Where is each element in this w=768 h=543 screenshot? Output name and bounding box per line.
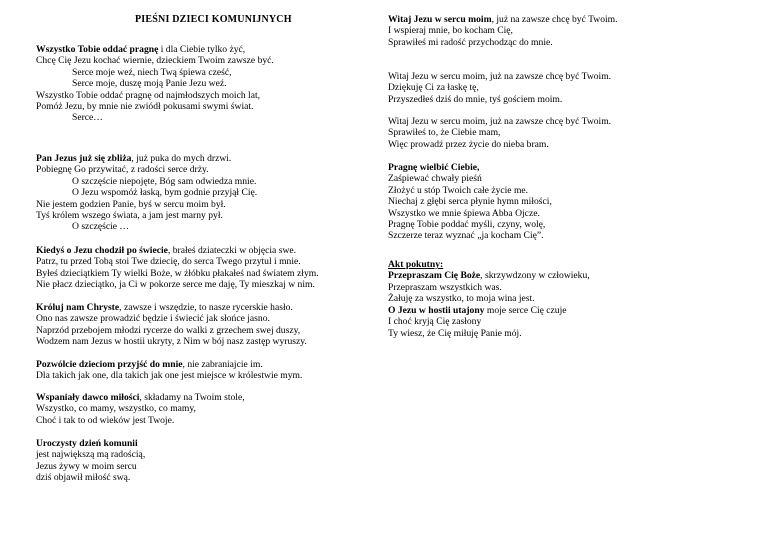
verse-line (388, 328, 748, 339)
verse-incipit: Pragnę wielbić Ciebie, (388, 162, 480, 173)
verse-line (388, 173, 748, 184)
verse-line (388, 139, 748, 150)
verse-text: , składamy na Twoim stole, (139, 392, 245, 403)
verse-line (36, 268, 386, 279)
verse-incipit: Kiedyś o Jezu chodził po świecie (36, 245, 168, 256)
verse-incipit: Króluj nam Chryste (36, 302, 120, 313)
verse-line (36, 256, 386, 267)
verse-line (36, 187, 386, 198)
verse-line (36, 44, 386, 55)
verse-incipit: Pozwólcie dzieciom przyjść do mnie (36, 359, 183, 370)
stanza (36, 153, 386, 233)
verse-text: moje serce Cię czuje (484, 305, 567, 316)
verse-line (36, 302, 386, 313)
verse-text: Naprzód przebojem młodzi rycerze do walki z grzechem swej duszy, (36, 324, 301, 336)
verse-line (36, 449, 386, 460)
verse-line (36, 153, 386, 164)
verse-text: jest największą mą radością, (36, 449, 146, 461)
verse-text: I choć kryją Cię zasłony (388, 316, 482, 328)
verse-text: Choć i tak to od wieków jest Twoje. (36, 414, 175, 426)
verse-line (388, 305, 748, 316)
verse-text: Wszystko we mnie śpiewa Abba Ojcze. (388, 207, 540, 219)
verse-line (36, 403, 386, 414)
verse-text: , brałeś dziateczki w objęcia swe. (167, 245, 297, 256)
verse-line (36, 101, 386, 112)
verse-line (36, 90, 386, 101)
verse-text: Nie płacz dzieciątko, ja Ci w pokorze serce me daję, Ty mieszkaj w nim. (36, 279, 315, 291)
verse-line (388, 196, 748, 207)
verse-text: , nie zabraniajcie im. (182, 359, 263, 370)
verse-text: Patrz, tu przed Tobą stoi Twe dziecię, do serca Twego przytul i mnie. (36, 256, 301, 268)
verse-incipit: Przepraszam Cię Boże (388, 270, 481, 282)
verse-text: Złożyć u stóp Twoich całe życie me. (388, 184, 529, 196)
stanza (388, 71, 748, 105)
verse-text: Ono nas zawsze prowadzić będzie i świecić jak słońce jasno. (36, 313, 270, 325)
verse-text: Nie jestem godzien Panie, byś w sercu moim był. (36, 198, 226, 210)
verse-text: Sprawiłeś mi radość przychodząc do mnie. (388, 36, 553, 48)
verse-line (388, 185, 748, 196)
verse-line (388, 71, 748, 82)
verse-text: Zaśpiewać chwały pieśń (388, 173, 482, 185)
stanza (388, 116, 748, 150)
verse-line (36, 176, 386, 187)
verse-incipit: Pan Jezus już się zbliża (36, 153, 132, 164)
verse-text: Więc prowadź przez życie do nieba bram. (388, 138, 549, 150)
verse-text: , zawsze i wszędzie, to nasze rycerskie hasło. (119, 302, 293, 313)
verse-line (36, 336, 386, 347)
verse-line (388, 14, 748, 25)
stanza (36, 44, 386, 124)
verse-line (388, 270, 748, 281)
verse-text: Przepraszam wszystkich was. (388, 281, 502, 293)
verse-line (36, 279, 386, 290)
verse-text: Byłeś dzieciątkiem Ty wielki Boże, w żłóbku płakałeś nad światem złym. (36, 267, 319, 279)
verse-line (36, 245, 386, 256)
verse-text: Dziękuję Ci za łaskę tę, (388, 82, 479, 94)
verse-text: O Jezu wspomóż łaską, bym godnie przyjął Cię. (72, 187, 258, 199)
verse-line (36, 55, 386, 66)
verse-text: i dla Ciebie tylko żyć, (158, 44, 246, 55)
stanza-heading: Akt pokutny: (388, 259, 444, 270)
verse-text: Wszystko Tobie oddać pragnę od najmłodszych moich lat, (36, 89, 261, 101)
verse-line (388, 219, 748, 230)
verse-line (388, 282, 748, 293)
verse-line (36, 325, 386, 336)
verse-line (388, 208, 748, 219)
verse-line (36, 472, 386, 483)
verse-incipit: Witaj Jezu w sercu moim (388, 14, 492, 25)
stanza (36, 245, 386, 291)
verse-line (36, 359, 386, 370)
verse-line (36, 438, 386, 449)
verse-line (388, 25, 748, 36)
verse-incipit: Wszystko Tobie oddać pragnę (36, 44, 159, 55)
page-title: PIEŚNI DZIECI KOMUNIJNYCH (135, 14, 292, 25)
verse-line (388, 127, 748, 138)
verse-line (388, 116, 748, 127)
verse-text: Serce moje, duszę moją Panie Jezu weź. (72, 78, 227, 90)
stanza (388, 14, 748, 48)
verse-text: O szczęście … (72, 221, 130, 233)
verse-line (36, 112, 386, 123)
verse-line (388, 316, 748, 327)
verse-text: Jezus żywy w moim sercu (36, 460, 137, 472)
verse-text: , już puka do mych drzwi. (131, 153, 232, 164)
verse-text: dziś objawił miłość swą. (36, 472, 131, 484)
verse-text: Serce moje weź, niech Twą śpiewa cześć, (72, 66, 232, 78)
verse-text: Pomóż Jezu, by mnie nie zwiódł pokusami swymi świat. (36, 101, 254, 113)
verse-text: Pragnę Tobie poddać myśli, czyny, wolę, (388, 219, 546, 231)
verse-line (36, 392, 386, 403)
verse-line (36, 164, 386, 175)
verse-text: Witaj Jezu w sercu moim, już na zawsze chcę być Twoim. (388, 71, 612, 82)
verse-line (388, 37, 748, 48)
verse-text: Żałuję za wszystko, to moja wina jest. (388, 293, 535, 305)
stanza (36, 359, 386, 382)
verse-line (36, 67, 386, 78)
verse-text: Ty wiesz, że Cię miłuję Panie mój. (388, 327, 522, 339)
verse-line (388, 293, 748, 304)
verse-line (36, 370, 386, 381)
verse-text: , skrzywdzony w człowieku, (480, 270, 590, 282)
verse-line (36, 210, 386, 221)
verse-text: Wszystko, co mamy, wszystko, co mamy, (36, 403, 196, 415)
stanza (36, 438, 386, 484)
verse-text: Dla takich jak one, dla takich jak one jest miejsce w królestwie mym. (36, 370, 303, 382)
verse-line (36, 415, 386, 426)
verse-line (36, 78, 386, 89)
verse-line (36, 313, 386, 324)
verse-incipit: Uroczysty dzień komunii (36, 438, 138, 449)
verse-line (36, 461, 386, 472)
verse-text: Przyszedłeś dziś do mnie, tyś gościem moim. (388, 93, 563, 105)
stanza (388, 305, 748, 339)
verse-incipit: Wspaniały dawco miłości (36, 392, 140, 403)
verse-text: Sprawiłeś to, że Ciebie mam, (388, 127, 501, 139)
verse-text: I wspieraj mnie, bo kocham Cię, (388, 25, 513, 37)
verse-incipit: O Jezu w hostii utajony (388, 305, 485, 316)
stanza (388, 259, 748, 305)
verse-text: Niechaj z głębi serca płynie hymn miłości, (388, 196, 552, 208)
verse-line (388, 82, 748, 93)
verse-text: , już na zawsze chcę być Twoim. (491, 14, 618, 25)
verse-text: Wodzem nam Jezus w hostii ukryty, z Nim w bój nasz zastęp wyruszy. (36, 336, 307, 348)
stanza (36, 392, 386, 426)
stanza (388, 162, 748, 242)
verse-text: Chcę Cię Jezu kochać wiernie, dzieckiem Twoim zawsze być. (36, 55, 274, 67)
verse-text: Szczerze teraz wyznać „ja kocham Cię”. (388, 230, 544, 242)
verse-text: Serce… (72, 112, 103, 124)
verse-line (36, 221, 386, 232)
verse-text: Tyś królem wszego świata, a jam jest marny pył. (36, 210, 223, 222)
verse-line (388, 230, 748, 241)
verse-text: O szczęście niepojęte, Bóg sam odwiedza mnie. (72, 175, 257, 187)
verse-line (388, 162, 748, 173)
stanza (36, 302, 386, 348)
verse-text: Pobiegnę Go przywitać, z radości serce drży. (36, 164, 209, 176)
verse-line (388, 94, 748, 105)
verse-line (36, 199, 386, 210)
verse-text: Witaj Jezu w sercu moim, już na zawsze chcę być Twoim. (388, 116, 612, 127)
